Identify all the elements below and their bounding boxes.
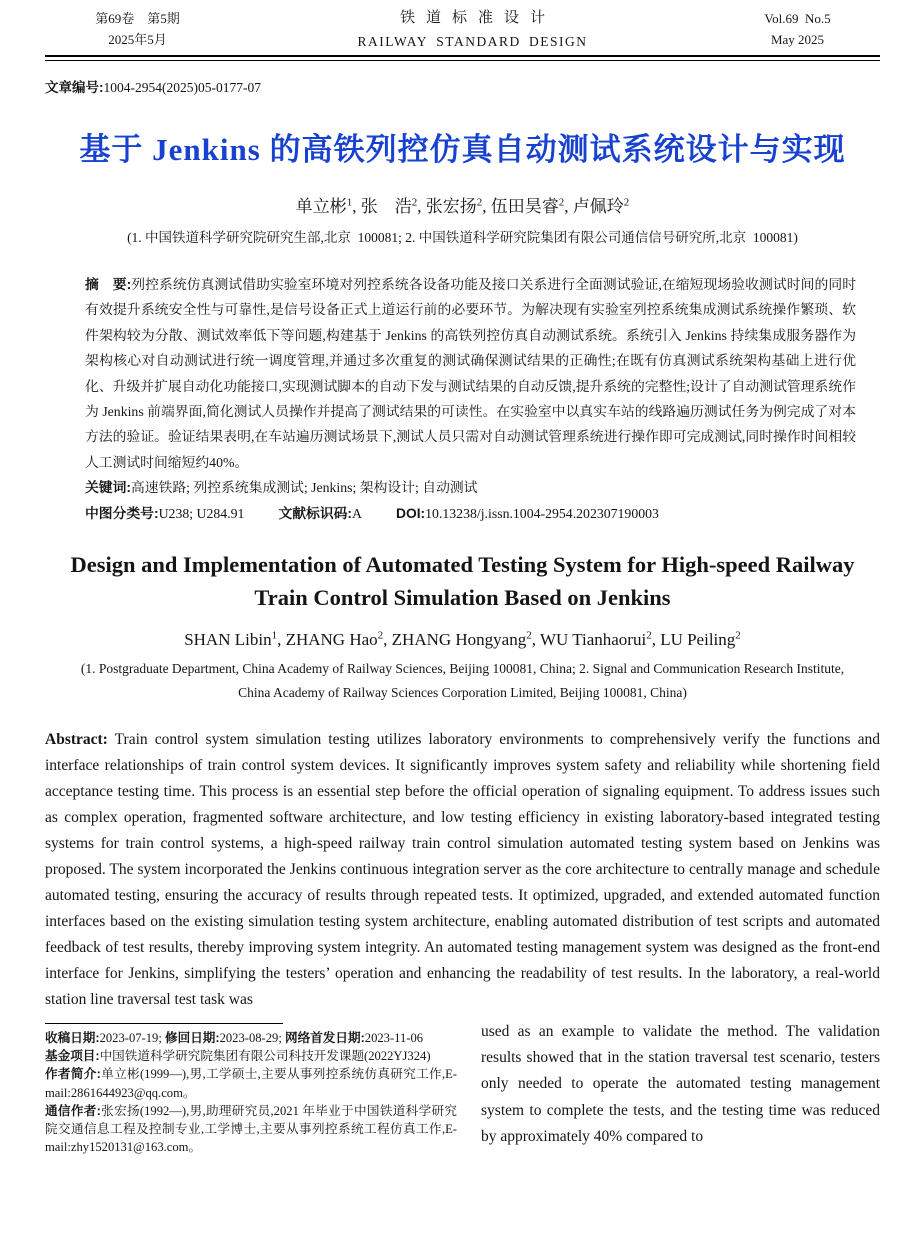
clc-line	[85, 501, 856, 526]
author-cn: 张宏扬$^2$,	[425, 196, 491, 216]
author-affil-sup: 2	[377, 629, 384, 642]
author-affil-sup: 1	[271, 629, 278, 642]
author-affil-sup: 2	[646, 629, 652, 642]
fund-label: 基金项目:	[45, 1049, 100, 1064]
header-right	[715, 8, 880, 50]
abstract-en-main	[45, 727, 880, 1013]
online-date-value: 2023-11-06	[364, 1031, 424, 1046]
header-double-rule	[45, 55, 880, 61]
doc-code-value: A	[352, 505, 363, 521]
header-center	[230, 8, 715, 52]
footnote-block	[45, 1017, 457, 1156]
author-cn: 张 浩$^2$,	[360, 196, 426, 216]
journal-volume-issue-cn: 第69卷 第5期	[95, 11, 180, 26]
abstract-cn-text: 列控系统仿真测试借助实验室环境对列控系统各设备功能及接口关系进行全面测试验证,在缩短现场验收测试时间的同时有效提升系统安全性与可靠性,是信号设备正式上道运行前的必要环节。为解决现有实验室列控系统集成测试系统操作繁琐、软件架构较为分散、测试效率低下等问题,构建基于 Jenkins 的高铁列控仿真自动测试系统。系统引入 Jenkins 持续集成服务器作为架构核心对自动测试进行统一调度管理,并通过多次重复的测试确保测试结果的正确性;在既有仿真测试系统架构基础上进行优化、升级并扩展自动化功能接口,实现测试脚本的自动下发与测试结果的自动反馈,提升系统的完整性;设计了自动测试管理系统作为 Jenkins 前端界面,简化测试人员操作并提高了测试结果的可读性。在实验室中以真实车站的线路遍历测试任务为例完成了对本方法的验证。验证结果表明,在车站遍历测试场景下,测试人员只需对自动测试管理系统进行操作即可完成测试,同时操作时间相较人工测试时间缩短约40%。	[85, 277, 856, 470]
abstract-en-label: Abstract:	[45, 731, 108, 749]
journal-volume-issue-en: Vol.69 No.5	[764, 11, 831, 26]
author-en: SHAN Libin$^1$,	[184, 629, 286, 650]
author-affil-sup: 2	[735, 629, 741, 642]
abstract-en-continued: used as an example to validate the method. The validation results showed that in the station traversal test scenario, testers only needed to operate the automated testing management system to complete the tests, and the testing time was reduced by approximately 40% compared to	[481, 1023, 880, 1145]
bottom-two-column	[45, 1017, 880, 1156]
author-bio-value: 单立彬(1999—),男,工学硕士,主要从事列控系统仿真研究工作,E-mail:2861644923@qq.com。	[45, 1067, 457, 1100]
abstract-cn-paragraph	[85, 272, 856, 475]
footnote-fund	[45, 1047, 457, 1065]
author-en: ZHANG Hao$^2$,	[285, 629, 392, 650]
keywords-label: 关键词:	[85, 480, 131, 496]
author-cn: 单立彬$^1$,	[295, 196, 361, 216]
article-number	[45, 76, 880, 96]
paper-title-en: Design and Implementation of Automated Testing System for High-speed Railway Train Control Simulation Based on Jenkins	[70, 552, 855, 611]
journal-date-en: May 2025	[770, 32, 825, 47]
author-affil-sup: 2	[411, 196, 418, 209]
corresponding-author-label: 通信作者:	[45, 1103, 101, 1118]
received-date-value: 2023-07-19;	[99, 1031, 165, 1046]
article-number-label: 文章编号:	[45, 80, 104, 95]
journal-title-en: RAILWAY STANDARD DESIGN	[357, 34, 588, 49]
author-affil-sup: 2	[623, 196, 630, 209]
fund-value: 中国铁道科学研究院集团有限公司科技开发课题(2022YJ324)	[99, 1049, 431, 1064]
journal-date-cn: 2025年5月	[108, 32, 167, 47]
author-affil-sup: 1	[346, 196, 353, 209]
journal-header	[45, 8, 880, 52]
keywords-text: 高速铁路; 列控系统集成测试; Jenkins; 架构设计; 自动测试	[131, 480, 478, 496]
clc-value: U238; U284.91	[158, 505, 245, 521]
keywords-line	[85, 475, 856, 500]
received-date-label: 收稿日期:	[45, 1031, 100, 1046]
footnote-dates	[45, 1029, 457, 1047]
article-number-value: 1004-2954(2025)05-0177-07	[103, 80, 261, 95]
author-cn: 伍田昊睿$^2$,	[490, 196, 573, 216]
footnote-rule	[45, 1023, 283, 1024]
author-affil-sup: 2	[558, 196, 565, 209]
doi-value: 10.13238/j.issn.1004-2954.202307190003	[425, 505, 659, 521]
author-affil-sup: 2	[526, 629, 532, 642]
online-date-label: 网络首发日期:	[285, 1031, 365, 1046]
revised-date-value: 2023-08-29;	[219, 1031, 285, 1046]
doi-label: DOI:	[396, 505, 426, 521]
author-cn: 卢佩玲$^2$	[572, 196, 630, 216]
footnote-corresponding-author	[45, 1102, 457, 1157]
author-en: WU Tianhaorui$^2$,	[539, 629, 661, 650]
author-en: ZHANG Hongyang$^2$,	[391, 629, 540, 650]
header-left	[45, 8, 230, 50]
affiliation-en: (1. Postgraduate Department, China Academy of Railway Sciences, Beijing 100081, China; 2. Signal and Communication Research Institute, China Academy of Railway Sciences Corporation Limited, Beijing 100081, China)	[80, 661, 845, 701]
abstract-block-cn	[85, 272, 856, 526]
authors-cn	[45, 192, 880, 217]
journal-title-cn: 铁道标准设计	[399, 10, 556, 26]
paper-title-cn: 基于 Jenkins 的高铁列控仿真自动测试系统设计与实现	[79, 132, 846, 167]
author-affil-sup: 2	[476, 196, 483, 209]
footnote-author-bio	[45, 1065, 457, 1101]
corresponding-author-value: 张宏扬(1992—),男,助理研究员,2021 年毕业于中国铁道科学研究院交通信息工程及控制专业,工学博士,主要从事列控系统工程仿真工作,E-mail:zhy1520131@163.com。	[45, 1103, 457, 1155]
author-en: LU Peiling$^2$	[660, 629, 741, 650]
authors-en	[45, 630, 880, 650]
doc-code-label: 文献标识码:	[278, 505, 353, 521]
clc-label: 中图分类号:	[85, 505, 159, 521]
author-bio-label: 作者简介:	[45, 1067, 101, 1082]
revised-date-label: 修回日期:	[165, 1031, 220, 1046]
abstract-cn-label: 摘 要:	[85, 277, 132, 292]
abstract-en-text: Train control system simulation testing utilizes laboratory environments to comprehensively verify the functions and interface relationships of train control system devices. It significantly improves system safety and reliability while shortening field acceptance testing time. This process is an essential step before the official operation of signaling equipment. To address issues such as complex operation, fragmented software architecture, and low testing efficiency in existing laboratory-based integrated testing systems for train control systems, a high-speed railway train control simulation automated testing system based on Jenkins was proposed. The system incorporated the Jenkins continuous integration server as the core architecture to centrally manage and schedule automated testing, ensuring the accuracy of results through repeated tests. It optimized, upgraded, and extended automated function interfaces based on the existing simulation testing system architecture, enabling automated distribution of test scripts and automated feedback of test results, thereby improving system integrity. An automated testing management system was designed as the front-end interface for Jenkins, simplifying the testers’ operation and enhancing the readability of test results. In the laboratory, a real-world station line traversal test task was	[45, 731, 880, 1009]
affiliation-cn: (1. 中国铁道科学研究院研究生部,北京 100081; 2. 中国铁道科学研究院集团有限公司通信信号研究所,北京 100081)	[127, 230, 798, 245]
